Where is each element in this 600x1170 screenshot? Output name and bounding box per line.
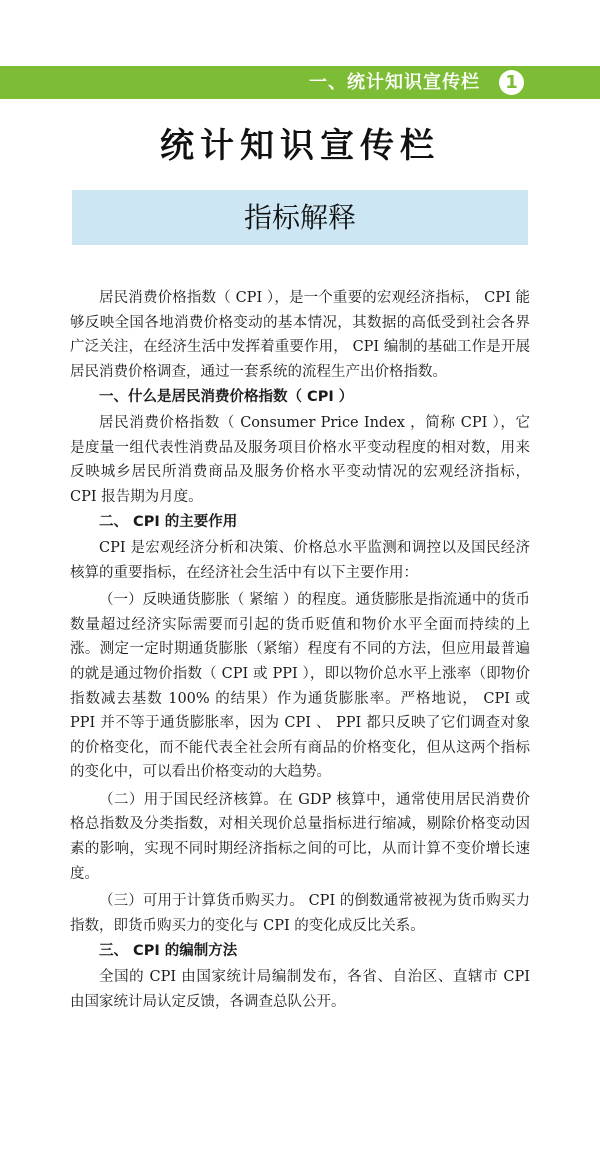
subtitle-banner [72, 190, 528, 245]
article-body [70, 286, 530, 1014]
page-number-badge: 1 [499, 70, 524, 95]
header-bar [0, 66, 600, 99]
section-paragraph: （一）反映通货膨胀（ 紧缩 ）的程度。通货膨胀是指流通中的货币数量超过经济实际需要而引起的货币贬值和物价水平全面而持续的上涨。测定一定时期通货膨胀（紧缩）程度有不同的方法，但应用最普遍的就是通过物价指数（ CPI 或 PPI ），即以物价总水平上涨率（即物价指数减去基数 100% 的结果）作为通货膨胀率。严格地说， CPI 或 PPI 并不等于通货膨胀率，因为 CPI 、 PPI 都只反映了它们调查对象的价格变化，而不能代表全社会所有商品的价格变化，但从这两个指标的变化中，可以看出价格变动的大趋势。 [70, 592, 530, 781]
section-heading: 一、什么是居民消费价格指数（ CPI ） [99, 389, 354, 406]
section-paragraph: （三）可用于计算货币购买力。 CPI 的倒数通常被视为货币购买力指数，即货币购买力的变化与 CPI 的变化成反比关系。 [70, 893, 530, 934]
intro-paragraph: 居民消费价格指数（ CPI ），是一个重要的宏观经济指标， CPI 能够反映全国各地消费价格变动的基本情况，其数据的高低受到社会各界广泛关注，在经济生活中发挥着重要作用， CPI 编制的基础工作是开展居民消费价格调查，通过一套系统的流程生产出价格指数。 [70, 290, 530, 380]
header-label: 一、统计知识宣传栏 [309, 72, 480, 93]
section-paragraph: 全国的 CPI 由国家统计局编制发布，各省、自治区、直辖市 CPI 由国家统计局认定反馈，各调查总队公开。 [70, 969, 530, 1010]
section-paragraph: CPI 是宏观经济分析和决策、价格总水平监测和调控以及国民经济核算的重要指标，在经济社会生活中有以下主要作用： [70, 539, 530, 581]
page-title: 统计知识宣传栏 [160, 126, 440, 166]
section-paragraph: 居民消费价格指数（ Consumer Price Index ，简称 CPI ），它是度量一组代表性消费品及服务项目价格水平变动程度的相对数，用来反映城乡居民所消费商品及服务价格水平变动情况的宏观经济指标， CPI 报告期为月度。 [70, 414, 530, 505]
subtitle-text: 指标解释 [243, 201, 356, 234]
section-heading: 二、 CPI 的主要作用 [99, 514, 238, 531]
section-paragraph: （二）用于国民经济核算。在 GDP 核算中，通常使用居民消费价格总指数及分类指数，对相关现价总量指标进行缩减，剔除价格变动因素的影响，实现不同时期经济指标之间的可比，从而计算不变价增长速度。 [70, 791, 530, 882]
section-heading: 三、 CPI 的编制方法 [99, 943, 238, 960]
